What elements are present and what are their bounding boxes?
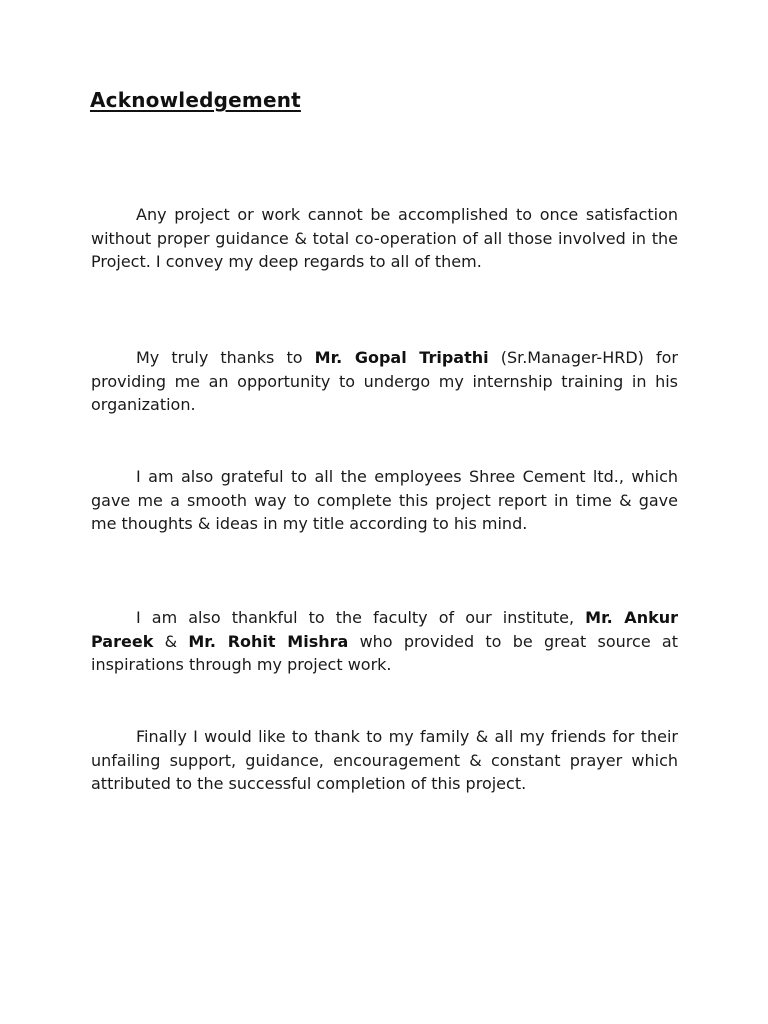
paragraph-2-before: My truly thanks to: [136, 348, 315, 367]
paragraph-5-text: Finally I would like to thank to my family & all my friends for their unfailing support, guidance, encouragement & constant prayer which attributed to the successful completion of this project.: [91, 727, 678, 793]
page-title: Acknowledgement: [90, 88, 301, 112]
paragraph-2-after: (Sr.Manager-HRD) for providing me an opportunity to undergo my internship training in his organization.: [91, 348, 679, 414]
paragraph-1: [91, 203, 678, 274]
paragraph-4: [91, 606, 678, 677]
paragraph-3: [91, 465, 678, 536]
paragraph-1-text: Any project or work cannot be accomplished to once satisfaction without proper guidance & total co-operation of all those involved in the Project. I convey my deep regards to all of them.: [91, 205, 678, 271]
paragraph-4-middle: &: [153, 631, 189, 651]
name-gopal-tripathi: Mr. Gopal Tripathi: [314, 348, 489, 367]
name-ankur-pareek: Mr. Ankur Pareek: [91, 608, 679, 651]
paragraph-2: [91, 346, 678, 417]
paragraph-3-text: I am also grateful to all the employees Shree Cement ltd., which gave me a smooth way to complete this project report in time & gave me thoughts & ideas in my title according to his mind.: [91, 467, 678, 533]
name-rohit-mishra: Mr. Rohit Mishra: [188, 631, 349, 651]
paragraph-4-before: I am also thankful to the faculty of our institute,: [136, 608, 586, 627]
paragraph-5: [91, 725, 678, 796]
paragraph-4-after: who provided to be great source at inspirations through my project work.: [91, 631, 679, 674]
